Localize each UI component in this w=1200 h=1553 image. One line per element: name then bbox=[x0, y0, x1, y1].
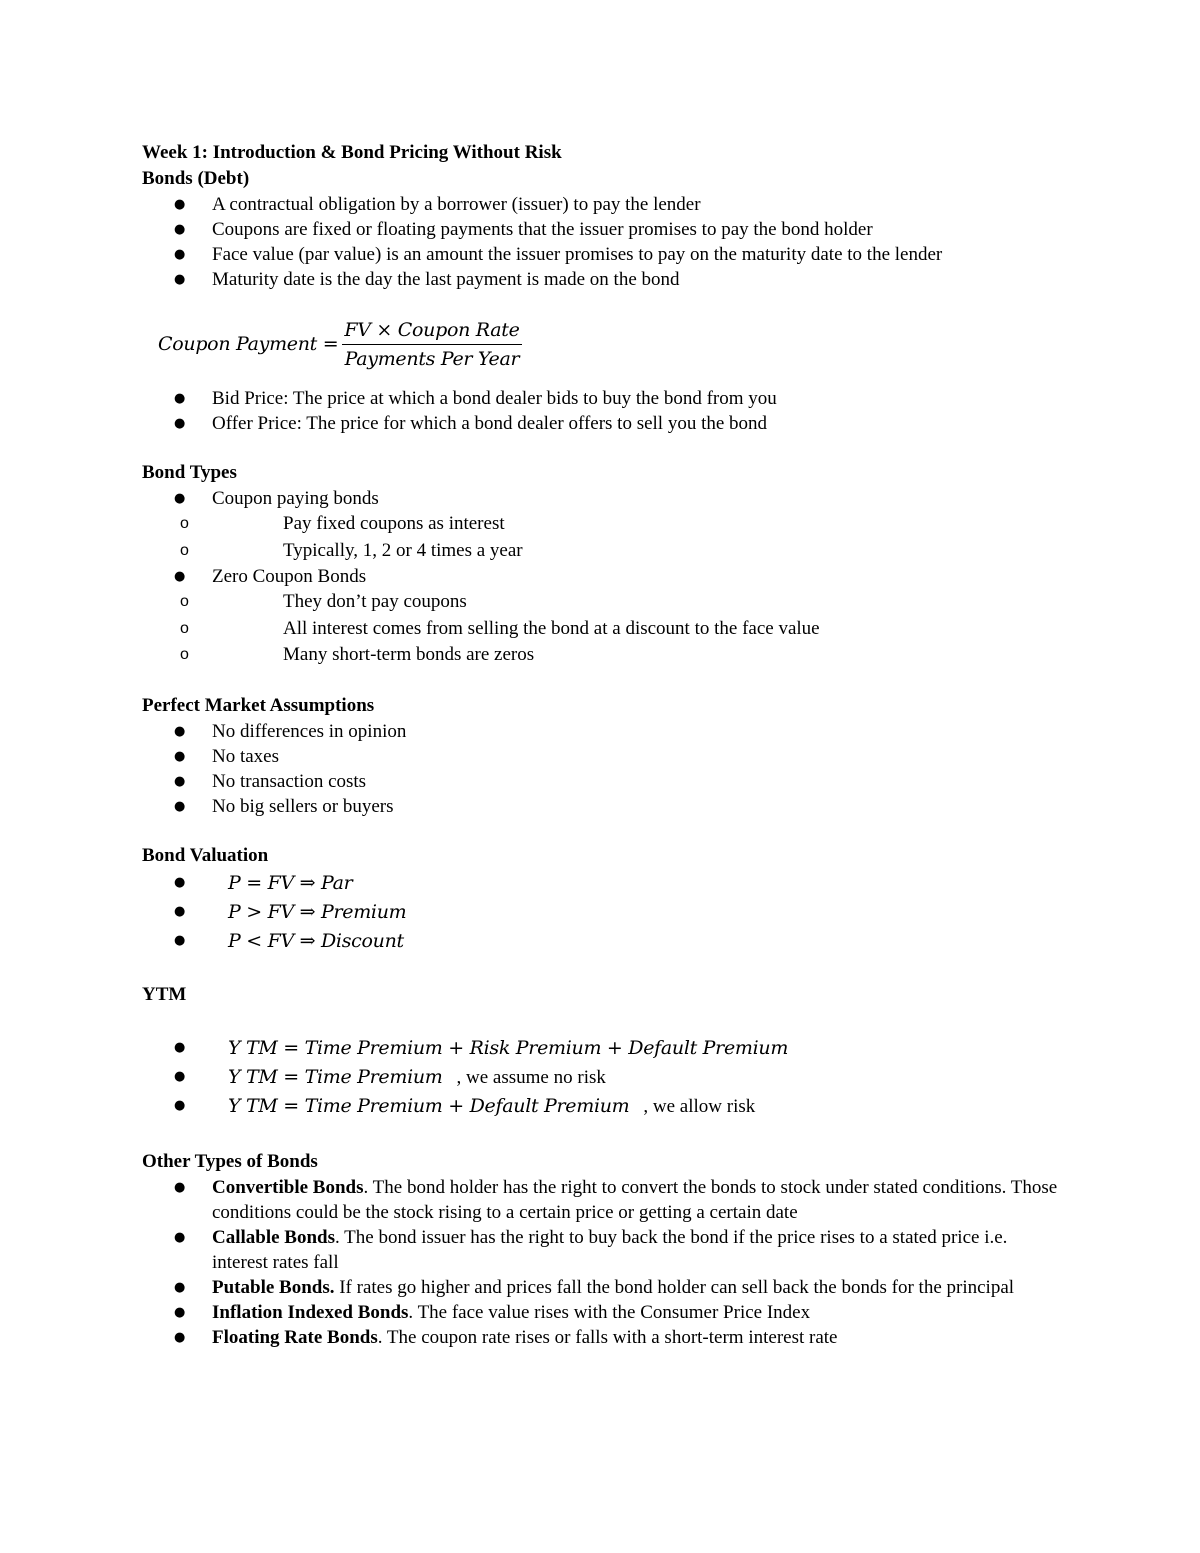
list-item: ● Maturity date is the day the last payment is made on the bond bbox=[142, 267, 1062, 292]
list-item: ● No differences in opinion bbox=[142, 719, 1062, 744]
ytm-note: , we allow risk bbox=[643, 1095, 756, 1117]
list-item bbox=[142, 564, 1062, 669]
ytm-formula: Y TM = Time Premium + Risk Premium + Default Premium bbox=[228, 1036, 789, 1059]
other-types-list bbox=[142, 1175, 1062, 1350]
list-item: ● No taxes bbox=[142, 744, 1062, 769]
bonds-list bbox=[142, 192, 1062, 292]
list-item: ● A contractual obligation by a borrower (issuer) to pay the lender bbox=[142, 192, 1062, 217]
list-item bbox=[142, 1225, 1062, 1275]
list-item bbox=[142, 1092, 1062, 1121]
list-item-label: Zero Coupon Bonds bbox=[212, 566, 367, 587]
ytm-formula: Y TM = Time Premium + Default Premium bbox=[228, 1094, 630, 1117]
section-heading-other-types: Other Types of Bonds bbox=[142, 1150, 318, 1172]
list-item bbox=[142, 1300, 1062, 1325]
bond-term: Putable Bonds. bbox=[212, 1276, 335, 1298]
section-heading-bond-types: Bond Types bbox=[142, 462, 237, 483]
list-item bbox=[142, 1063, 1062, 1092]
valuation-formula: P > FV ⇒ Premium bbox=[228, 900, 407, 923]
price-list bbox=[142, 386, 1062, 436]
formula-numerator: FV × Coupon Rate bbox=[342, 318, 521, 345]
valuation-list bbox=[142, 869, 1062, 956]
bond-description: . The bond issuer has the right to buy back the bond if the price rises to a stated price i.e. interest rates fall bbox=[212, 1226, 1008, 1273]
ytm-formula: Y TM = Time Premium bbox=[228, 1065, 443, 1088]
bond-term: Inflation Indexed Bonds bbox=[212, 1301, 409, 1323]
section-heading-ytm: YTM bbox=[142, 983, 187, 1005]
bond-term: Callable Bonds bbox=[212, 1226, 336, 1248]
sub-list-item: o Many short-term bonds are zeros bbox=[142, 642, 1062, 669]
list-item: ● Bid Price: The price at which a bond dealer bids to buy the bond from you bbox=[142, 386, 1062, 411]
valuation-formula: P = FV ⇒ Par bbox=[228, 871, 353, 894]
section-heading-bonds: Bonds (Debt) bbox=[142, 168, 250, 189]
formula-lhs: Coupon Payment = bbox=[158, 333, 339, 355]
sub-list-item: o They don’t pay coupons bbox=[142, 589, 1062, 616]
page-title: Week 1: Introduction & Bond Pricing Without Risk bbox=[142, 142, 562, 163]
coupon-payment-formula bbox=[158, 316, 1062, 372]
section-heading-bond-valuation: Bond Valuation bbox=[142, 844, 269, 866]
bond-description: . The bond holder has the right to convert the bonds to stock under stated conditions. Those conditions could be the stock rising to a certain price or getting a certain date bbox=[212, 1176, 1058, 1223]
list-item: ● Face value (par value) is an amount the issuer promises to pay on the maturity date to the lender bbox=[142, 242, 1062, 267]
list-item bbox=[142, 486, 1062, 564]
sub-list-item: o Typically, 1, 2 or 4 times a year bbox=[142, 538, 1062, 565]
list-item: ● Offer Price: The price for which a bond dealer offers to sell you the bond bbox=[142, 411, 1062, 436]
list-item bbox=[142, 1175, 1062, 1225]
list-item: ● No transaction costs bbox=[142, 769, 1062, 794]
bond-description: . The coupon rate rises or falls with a short-term interest rate bbox=[377, 1326, 838, 1348]
list-item bbox=[142, 1034, 1062, 1063]
formula-denominator: Payments Per Year bbox=[344, 347, 520, 370]
list-item: ● No big sellers or buyers bbox=[142, 794, 1062, 819]
list-item bbox=[142, 1275, 1062, 1300]
bond-description: . The face value rises with the Consumer Price Index bbox=[408, 1301, 811, 1323]
bond-description: If rates go higher and prices fall the bond holder can sell back the bonds for the principal bbox=[334, 1276, 1015, 1298]
bond-types-list bbox=[142, 486, 1062, 669]
ytm-list bbox=[142, 1034, 1062, 1121]
sub-list-item: o All interest comes from selling the bond at a discount to the face value bbox=[142, 616, 1062, 643]
list-item bbox=[142, 1325, 1062, 1350]
sub-list bbox=[142, 589, 1062, 669]
section-heading-perfect-market: Perfect Market Assumptions bbox=[142, 694, 375, 716]
ytm-note: , we assume no risk bbox=[456, 1066, 606, 1088]
list-item bbox=[142, 927, 1062, 956]
sub-list-item: o Pay fixed coupons as interest bbox=[142, 511, 1062, 538]
list-item-label: Coupon paying bonds bbox=[212, 488, 379, 509]
list-item: ● Coupons are fixed or floating payments that the issuer promises to pay the bond holder bbox=[142, 217, 1062, 242]
list-item bbox=[142, 898, 1062, 927]
perfect-market-list bbox=[142, 719, 1062, 819]
list-item bbox=[142, 869, 1062, 898]
bond-term: Convertible Bonds bbox=[212, 1176, 364, 1198]
formula-fraction bbox=[342, 318, 521, 371]
document-body bbox=[142, 140, 1062, 1350]
sub-list bbox=[142, 511, 1062, 564]
bond-term: Floating Rate Bonds bbox=[212, 1326, 378, 1348]
valuation-formula: P < FV ⇒ Discount bbox=[228, 929, 404, 952]
